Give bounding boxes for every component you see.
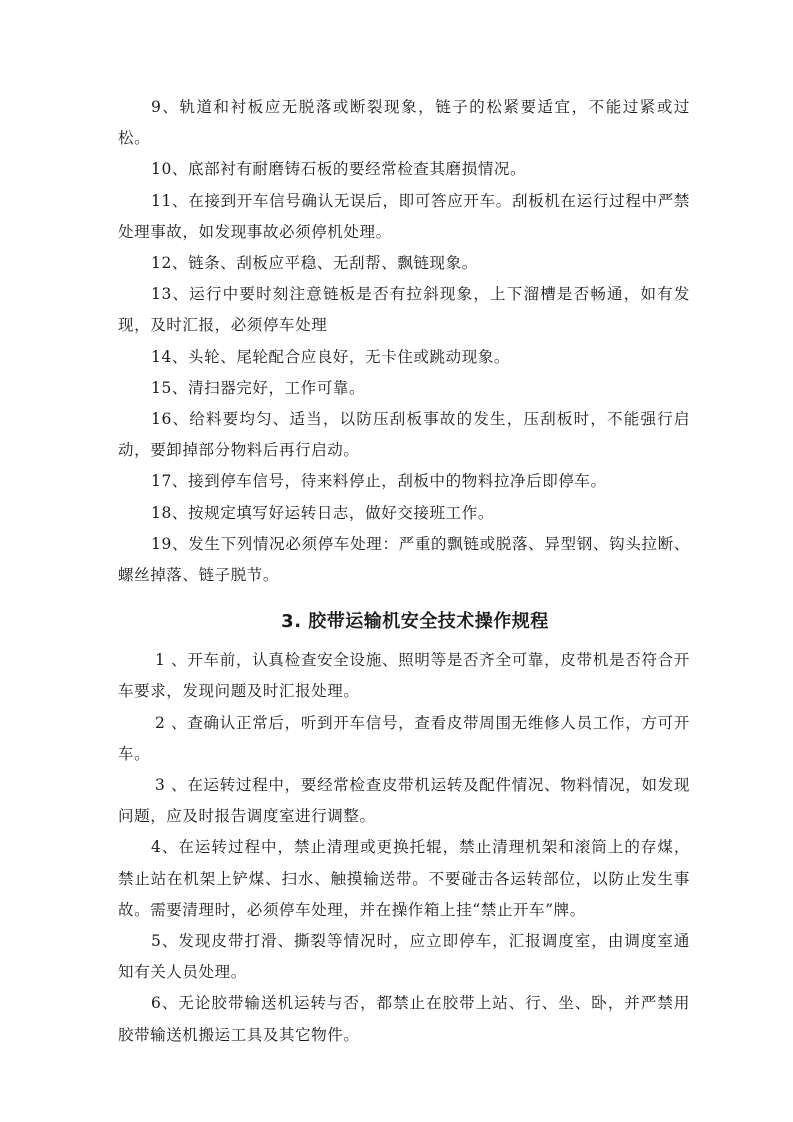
document-page	[118, 92, 690, 1051]
rule-item-17: 17、接到停车信号，待来料停止，刮板中的物料拉净后即停车。	[151, 472, 607, 491]
rule-item-18: 18、按规定填写好运转日志，做好交接班工作。	[151, 503, 494, 522]
belt-rule-item-6: 6、无论胶带输送机运转与否，都禁止在胶带上站、行、坐、卧，并严禁用胶带输送机搬运工具及其它物件。	[118, 994, 690, 1044]
rule-item-19: 19、发生下列情况必须停车处理：严重的飘链或脱落、异型钢、钩头拉断、螺丝掉落、链子脱节。	[118, 534, 690, 585]
section-heading: 3. 胶带运输机安全技术操作规程	[281, 611, 549, 633]
belt-rule-item-3: 3 、在运转过程中，要经常检查皮带机运转及配件情况、物料情况，如发现问题，应及时报告调度室进行调整。	[118, 776, 690, 826]
belt-rule-item-2: 2 、查确认正常后，听到开车信号，查看皮带周围无维修人员工作，方可开车。	[118, 713, 690, 763]
belt-rule-item-5: 5、发现皮带打滑、撕裂等情况时，应立即停车，汇报调度室，由调度室通知有关人员处理。	[118, 932, 690, 982]
rule-item-11: 11、在接到开车信号确认无误后，即可答应开车。刮板机在运行过程中严禁处理事故，如发现事故必须停机处理。	[118, 191, 690, 241]
rule-item-15: 15、清扫器完好，工作可靠。	[151, 378, 366, 397]
rule-item-16: 16、给料要均匀、适当，以防压刮板事故的发生，压刮板时，不能强行启动，要卸掉部分物料后再行启动。	[118, 410, 690, 460]
rule-item-9: 9、轨道和衬板应无脱落或断裂现象，链子的松紧要适宜，不能过紧或过松。	[118, 98, 690, 148]
rule-item-10: 10、底部衬有耐磨铸石板的要经常检查其磨损情况。	[151, 160, 527, 179]
belt-rule-item-4: 4、在运转过程中，禁止清理或更换托辊，禁止清理机架和滚筒上的存煤，禁止站在机架上铲煤、扫水、触摸输送带。不要碰击各运转部位，以防止发生事故。需要清理时，必须停车处理，并在操作箱上挂“禁止开车”牌。	[118, 838, 690, 919]
rule-item-13: 13、运行中要时刻注意链板是否有拉斜现象，上下溜槽是否畅通，如有发现，及时汇报，必须停车处理	[118, 285, 690, 335]
belt-rule-item-1: 1 、开车前，认真检查安全设施、照明等是否齐全可靠，皮带机是否符合开车要求，发现问题及时汇报处理。	[118, 651, 690, 701]
rule-item-14: 14、头轮、尾轮配合应良好，无卡住或跳动现象。	[151, 347, 511, 366]
rule-item-12: 12、链条、刮板应平稳、无刮帮、飘链现象。	[151, 254, 478, 273]
